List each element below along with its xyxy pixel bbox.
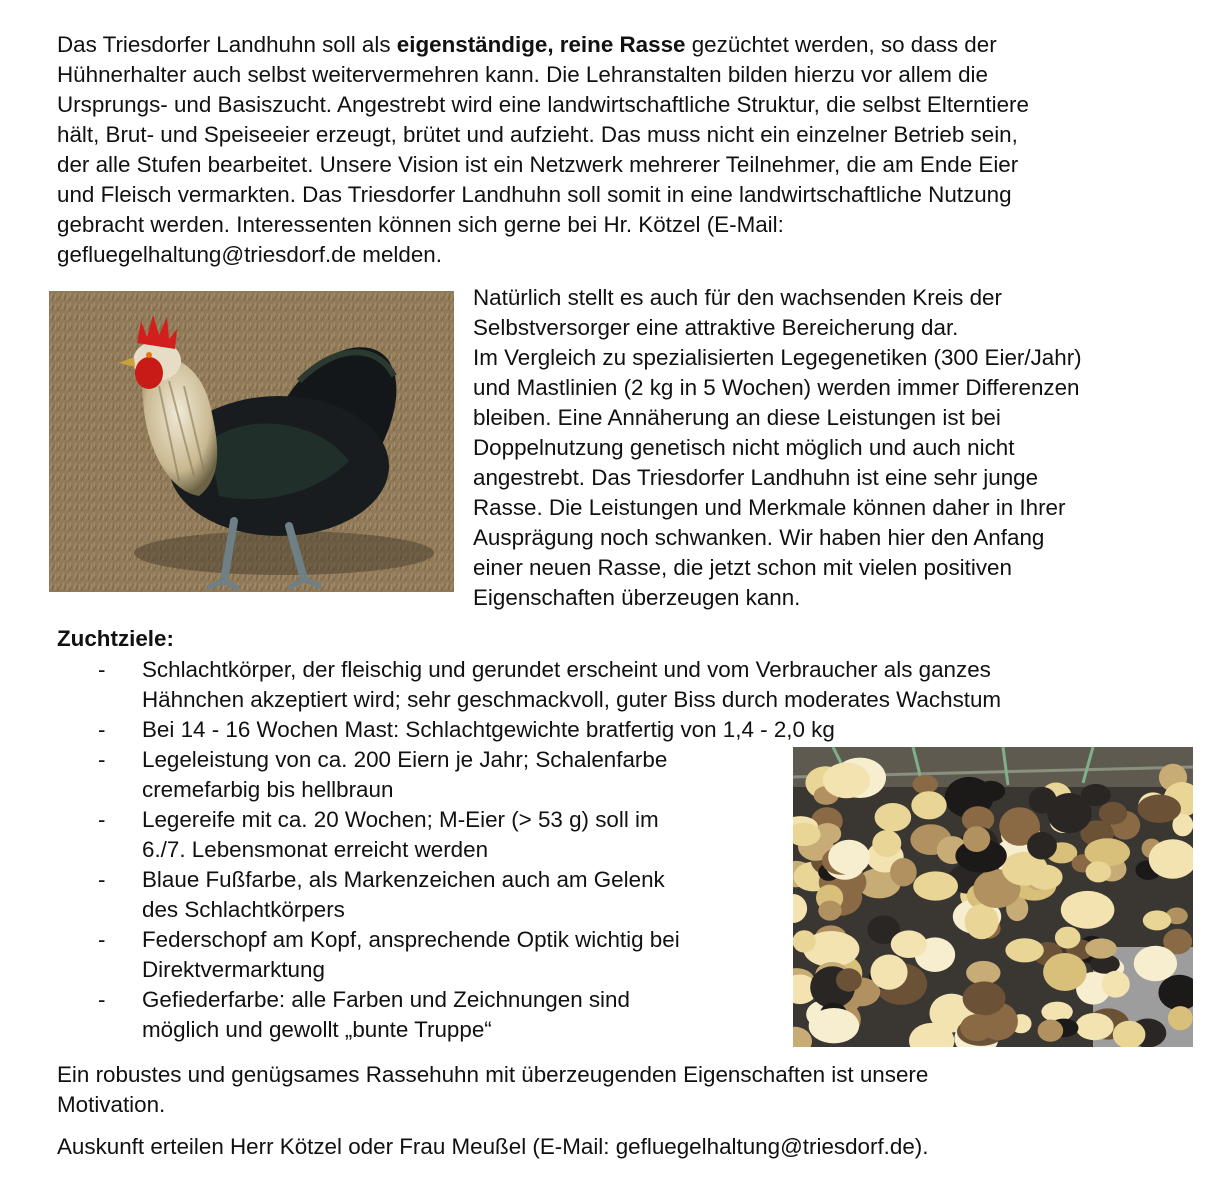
chick-blob: [1005, 938, 1043, 962]
intro-line-1-pre: Das Triesdorfer Landhuhn soll als: [57, 32, 397, 57]
side-line-11: Eigenschaften überzeugen kann.: [473, 585, 801, 610]
rooster-illustration: [49, 291, 454, 592]
goal-3-line-2: cremefarbig bis hellbraun: [142, 777, 394, 802]
intro-line-4: hält, Brut- und Speiseeier erzeugt, brütet und aufzieht. Das muss nicht ein einzelner Betrieb sein,: [57, 122, 1018, 147]
goal-7-line-2: möglich und gewollt „bunte Truppe“: [142, 1017, 492, 1042]
chick-blob: [828, 840, 870, 875]
intro-line-2: Hühnerhalter auch selbst weitervermehren kann. Die Lehranstalten bilden hierzu vor allem die: [57, 62, 988, 87]
chicks-photo: [793, 747, 1193, 1047]
chick-blob: [1075, 1013, 1113, 1040]
closing-line-1: Ein robustes und genügsames Rassehuhn mit überzeugenden Eigenschaften ist unsere: [57, 1062, 929, 1087]
chick-blob: [1043, 953, 1087, 991]
intro-line-3: Ursprungs- und Basiszucht. Angestrebt wird eine landwirtschaftliche Struktur, die selbst Elterntiere: [57, 92, 1029, 117]
goal-7-line-1: Gefiederfarbe: alle Farben und Zeichnungen sind: [142, 987, 630, 1012]
goal-5-line-1: Blaue Fußfarbe, als Markenzeichen auch am Gelenk: [142, 867, 665, 892]
chick-blob: [1038, 1020, 1064, 1042]
chick-blob: [960, 1014, 993, 1041]
chick-blob: [1102, 971, 1130, 998]
chick-blob: [872, 830, 901, 857]
chick-blob: [891, 930, 927, 958]
side-line-8: Rasse. Die Leistungen und Merkmale können daher in Ihrer: [473, 495, 1066, 520]
chick-blob: [1061, 891, 1115, 929]
chick-blob: [1138, 795, 1181, 823]
chick-blob: [911, 791, 946, 819]
goal-4-line-2: 6./7. Lebensmonat erreicht werden: [142, 837, 489, 862]
goal-6-line-1: Federschopf am Kopf, ansprechende Optik wichtig bei: [142, 927, 680, 952]
closing-line-2: Motivation.: [57, 1092, 166, 1117]
goal-1-line-2: Hähnchen akzeptiert wird; sehr geschmackvoll, guter Biss durch moderates Wachstum: [142, 687, 1002, 712]
chick-blob: [1085, 838, 1131, 866]
bullet-dash-3: -: [98, 747, 106, 772]
goal-4-line-1: Legereife mit ca. 20 Wochen; M-Eier (> 53 g) soll im: [142, 807, 659, 832]
chick-blob: [890, 858, 917, 886]
side-line-2: Selbstversorger eine attraktive Bereicherung dar.: [473, 315, 959, 340]
chick-blob: [818, 901, 841, 921]
bullet-dash-2: -: [98, 717, 106, 742]
chick-blob: [1099, 802, 1127, 825]
goal-6-line-2: Direktvermarktung: [142, 957, 325, 982]
bullet-dash-7: -: [98, 987, 106, 1012]
intro-line-5: der alle Stufen bearbeitet. Unsere Vision ist ein Netzwerk mehrerer Teilnehmer, die am Ende Eier: [57, 152, 1019, 177]
chick-blob: [1086, 861, 1112, 882]
bullet-dash-5: -: [98, 867, 106, 892]
chick-blob: [963, 981, 1006, 1015]
side-line-4: und Mastlinien (2 kg in 5 Wochen) werden immer Differenzen: [473, 375, 1080, 400]
chick-blob: [875, 803, 912, 831]
chick-blob: [966, 961, 1000, 985]
side-line-10: einer neuen Rasse, die jetzt schon mit vielen positiven: [473, 555, 1012, 580]
side-line-5: bleiben. Eine Annäherung an diese Leistungen ist bei: [473, 405, 1001, 430]
chick-blob: [1047, 793, 1092, 833]
chick-blob: [912, 775, 938, 794]
intro-bold-phrase: eigenständige, reine Rasse: [396, 32, 686, 57]
goals-heading: Zuchtziele:: [57, 626, 174, 651]
bullet-dash-1: -: [98, 657, 106, 682]
chick-blob: [809, 1008, 859, 1043]
chick-blob: [1168, 1006, 1193, 1030]
intro-line-8: gefluegelhaltung@triesdorf.de melden.: [57, 242, 442, 267]
chick-blob: [1134, 946, 1177, 981]
chick-blob: [793, 930, 816, 952]
contact-line: Auskunft erteilen Herr Kötzel oder Frau Meußel (E-Mail: gefluegelhaltung@triesdorf.de).: [57, 1134, 929, 1159]
bullet-dash-6: -: [98, 927, 106, 952]
chick-blob: [1027, 832, 1057, 860]
chicks-illustration: [793, 747, 1193, 1047]
chick-blob: [870, 955, 907, 990]
side-line-9: Ausprägung noch schwanken. Wir haben hier den Anfang: [473, 525, 1045, 550]
side-line-1: Natürlich stellt es auch für den wachsenden Kreis der: [473, 285, 1002, 310]
chick-blob: [913, 871, 958, 900]
chick-blob: [1041, 1002, 1072, 1022]
side-line-7: angestrebt. Das Triesdorfer Landhuhn ist eine sehr junge: [473, 465, 1039, 490]
intro-line-1-post: gezüchtet werden, so dass der: [685, 32, 997, 57]
chick-blob: [1085, 938, 1117, 958]
bullet-dash-4: -: [98, 807, 106, 832]
rooster-photo: [49, 291, 454, 592]
side-line-6: Doppelnutzung genetisch nicht möglich und auch nicht: [473, 435, 1015, 460]
chick-blob: [965, 904, 999, 939]
goal-3-line-1: Legeleistung von ca. 200 Eiern je Jahr; Schalenfarbe: [142, 747, 668, 772]
intro-line-6: und Fleisch vermarkten. Das Triesdorfer Landhuhn soll somit in eine landwirtschaftliche Nutzung: [57, 182, 1012, 207]
goal-2-line-1: Bei 14 - 16 Wochen Mast: Schlachtgewichte bratfertig von 1,4 - 2,0 kg: [142, 717, 835, 742]
chick-blob: [963, 826, 990, 852]
chick-blob: [836, 968, 862, 991]
goal-5-line-2: des Schlachtkörpers: [142, 897, 345, 922]
side-line-3: Im Vergleich zu spezialisierten Legegenetiken (300 Eier/Jahr): [473, 345, 1082, 370]
chick-blob: [1143, 910, 1171, 930]
chick-blob: [823, 763, 870, 799]
chick-blob: [1055, 927, 1081, 949]
intro-line-1: [57, 30, 997, 60]
intro-line-7: gebracht werden. Interessenten können sich gerne bei Hr. Kötzel (E-Mail:: [57, 212, 784, 237]
goal-1-line-1: Schlachtkörper, der fleischig und gerundet erscheint und vom Verbraucher als ganzes: [142, 657, 991, 682]
